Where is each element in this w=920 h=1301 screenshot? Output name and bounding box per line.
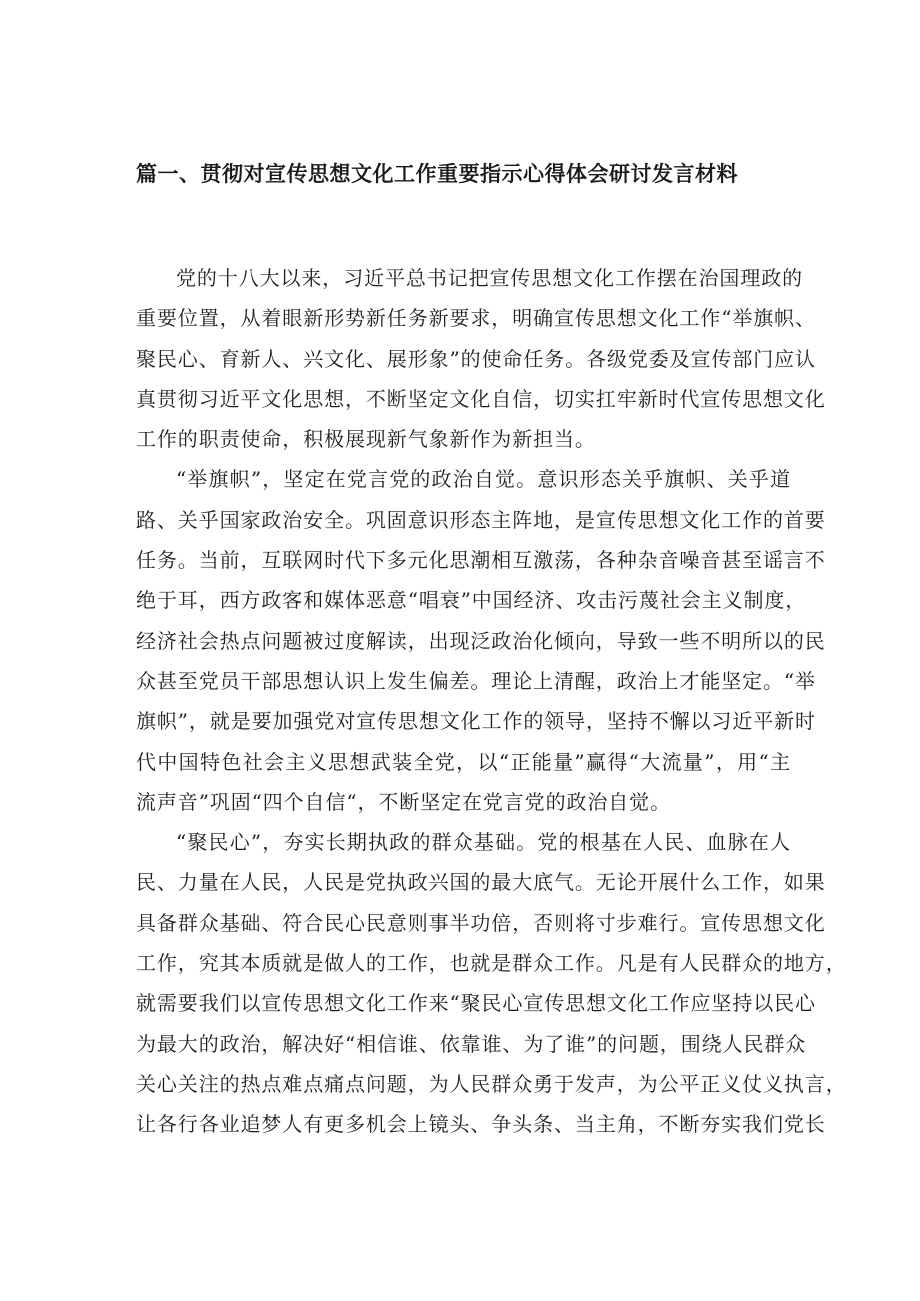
paragraph-line: 代中国特色社会主义思想武装全党，以“正能量”赢得“大流量”，用“主 [136,749,791,774]
paragraph-1 [136,258,826,459]
paragraph-line: 关心关注的热点难点痛点问题，为人民群众勇于发声，为公平正义仗义执言， [136,1071,847,1096]
document-title: 篇一、贯彻对宣传思想文化工作重要指示心得体会研讨发言材料 [136,162,738,186]
paragraph-line: 流声音”巩固“四个自信“，不断坚定在党言党的政治自觉。 [136,789,671,814]
paragraph-line: 重要位置，从着眼新形势新任务新要求，明确宣传思想文化工作“举旗帜、 [136,306,816,331]
paragraph-3 [136,822,847,1144]
paragraph-line: 民、力量在人民，人民是党执政兴国的最大底气。无论开展什么工作，如果 [136,870,826,895]
paragraph-line: 为最大的政治，解决好“相信谁、依靠谁、为了谁”的问题，围绕人民群众 [136,1031,807,1056]
paragraph-line: 党的十八大以来，习近平总书记把宣传思想文化工作摆在治国理政的 [176,266,803,290]
paragraph-line: 真贯彻习近平文化思想，不断坚定文化自信，切实扛牢新时代宣传思想文化 [136,386,826,411]
paragraph-line: “举旗帜”，坚定在党言党的政治自觉。意识形态关乎旗帜、关乎道 [176,467,791,492]
paragraph-line: 具备群众基础、符合民心民意则事半功倍，否则将寸步难行。宣传思想文化 [136,910,826,935]
paragraph-line: 经济社会热点问题被过度解读，出现泛政治化倾向，导致一些不明所以的民 [136,628,826,653]
paragraph-line: 让各行各业追梦人有更多机会上镜头、争头条、当主角，不断夯实我们党长 [136,1112,826,1137]
paragraph-line: 旗帜”，就是要加强党对宣传思想文化工作的领导，坚持不懈以习近平新时 [136,709,816,734]
document-body [136,258,847,1145]
paragraph-line: 就需要我们以宣传思想文化工作来“聚民心宣传思想文化工作应坚持以民心 [136,991,816,1016]
paragraph-line: 众甚至党员干部思想认识上发生偏差。理论上清醒，政治上才能坚定。“举 [136,668,816,693]
paragraph-2 [136,459,826,822]
paragraph-line: 任务。当前，互联网时代下多元化思潮相互激荡，各种杂音噪音甚至谣言不 [136,548,826,573]
paragraph-line: 路、关乎国家政治安全。巩固意识形态主阵地，是宣传思想文化工作的首要 [136,507,826,532]
paragraph-line: 绝于耳，西方政客和媒体恶意“唱衰”中国经济、攻击污蔑社会主义制度， [136,588,807,613]
paragraph-line: “聚民心”，夯实长期执政的群众基础。党的根基在人民、血脉在人 [176,830,791,855]
paragraph-line: 工作，究其本质就是做人的工作，也就是群众工作。凡是有人民群众的地方， [136,951,847,976]
paragraph-line: 聚民心、育新人、兴文化、展形象”的使命任务。各级党委及宣传部门应认 [136,346,816,371]
paragraph-line: 工作的职责使命，积极展现新气象新作为新担当。 [136,427,596,452]
